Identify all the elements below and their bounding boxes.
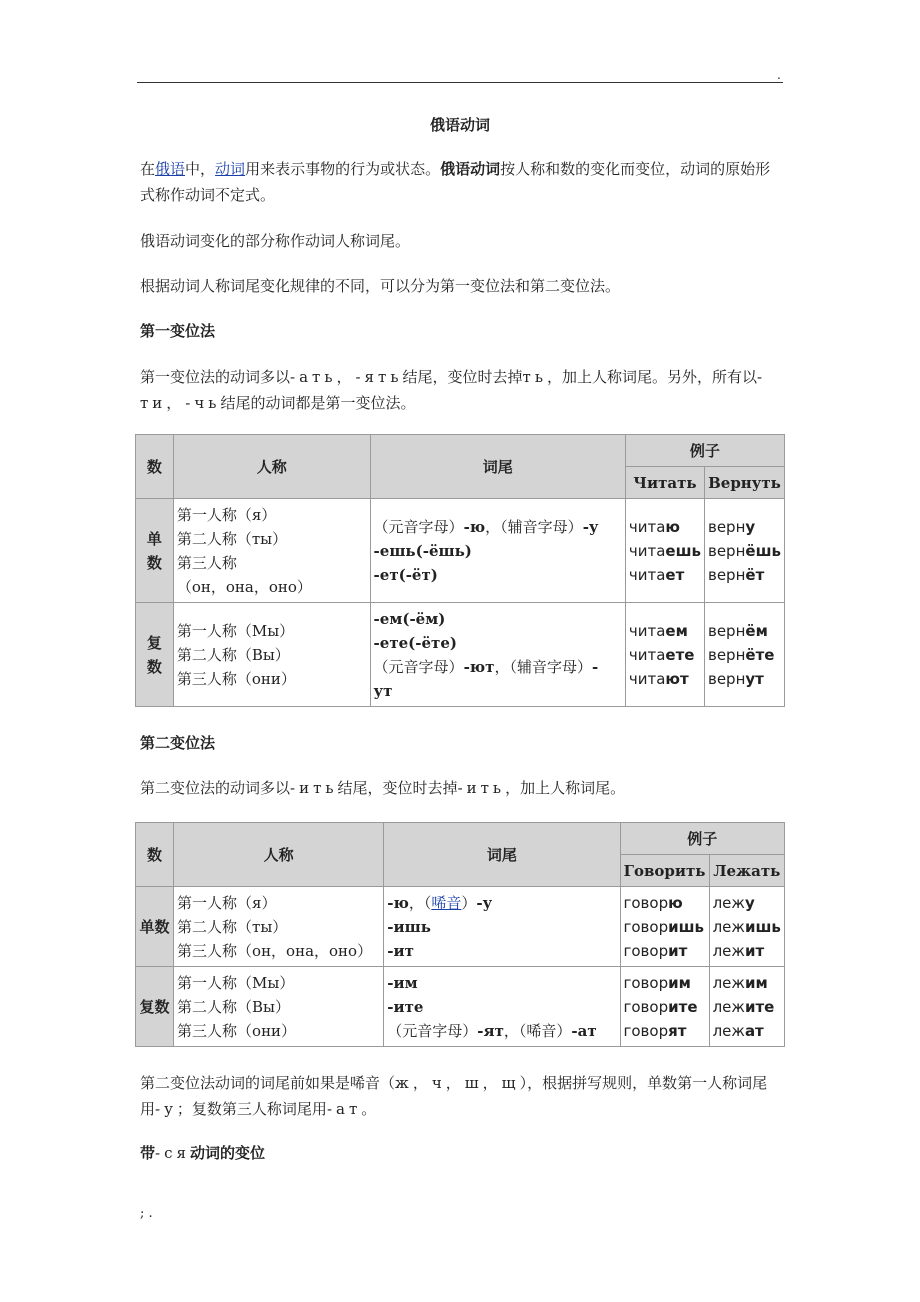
plural-example-2: вернём вернёте вернут	[704, 603, 784, 707]
plural-label: 复数	[136, 603, 174, 707]
plural-endings: -им -ите （元音字母）-ят，（唏音）-ат	[384, 967, 620, 1047]
header-number: 数	[136, 435, 174, 499]
section2-heading: 第二变位法	[140, 734, 216, 752]
singular-label: 单数	[136, 887, 174, 967]
plural-example-2: лежим лежите лежат	[709, 967, 784, 1047]
intro-paragraph-3: 根据动词人称词尾变化规律的不同，可以分为第一变位法和第二变位法。	[140, 277, 621, 295]
header-ending: 词尾	[370, 435, 625, 499]
header-examples: 例子	[625, 435, 784, 467]
plural-persons: 第一人称（Мы） 第二人称（Вы） 第三人称（они）	[173, 603, 370, 707]
link-russian[interactable]: 俄语	[155, 160, 186, 178]
section3-heading: 带-ся动词的变位	[140, 1144, 265, 1162]
section2-paragraph: 第二变位法的动词多以-ить结尾，变位时去掉-ить，加上人称词尾。	[140, 779, 626, 797]
header-example-1: Говорить	[620, 855, 709, 887]
singular-endings: -ю，（唏音）-у -ишь -ит	[384, 887, 620, 967]
conjugation-table-2	[135, 822, 785, 1047]
corner-mark: .	[777, 68, 781, 82]
header-number: 数	[136, 823, 174, 887]
header-person: 人称	[173, 435, 370, 499]
singular-example-1: читаю читаешь читает	[625, 499, 704, 603]
header-example-1: Читать	[625, 467, 704, 499]
plural-example-1: читаем читаете читают	[625, 603, 704, 707]
header-person: 人称	[174, 823, 384, 887]
header-examples: 例子	[620, 823, 785, 855]
singular-example-1: говорю говоришь говорит	[620, 887, 709, 967]
singular-example-2: лежу лежишь лежит	[709, 887, 784, 967]
singular-persons: 第一人称（я） 第二人称（ты） 第三人称（он，она，оно）	[174, 887, 384, 967]
singular-persons: 第一人称（я） 第二人称（ты） 第三人称 （он，она，оно）	[173, 499, 370, 603]
intro-paragraph-2: 俄语动词变化的部分称作动词人称词尾。	[140, 232, 411, 250]
conjugation-table-1	[135, 434, 785, 707]
link-verb[interactable]: 动词	[215, 160, 246, 178]
section2-note: 第二变位法动词的词尾前如果是唏音（ж，ч，ш，щ），根据拼写规则，单数第一人称词尾用-у；复数第三人称词尾用-ат。	[140, 1074, 768, 1118]
singular-label: 单数	[136, 499, 174, 603]
section1-paragraph: 第一变位法的动词多以-ать，-ять结尾，变位时去掉ть，加上人称词尾。另外，所有以-ти，-чь结尾的动词都是第一变位法。	[140, 368, 767, 412]
plural-endings: -ем(-ём) -ете(-ёте) （元音字母）-ют，（辅音字母）- ут	[370, 603, 625, 707]
singular-example-2: верну вернёшь вернёт	[704, 499, 784, 603]
header-rule	[137, 82, 783, 83]
header-example-2: Вернуть	[704, 467, 784, 499]
plural-example-1: говорим говорите говорят	[620, 967, 709, 1047]
singular-endings: （元音字母）-ю，（辅音字母）-у -ешь(-ёшь) -ет(-ёт)	[370, 499, 625, 603]
link-sibilant[interactable]: 唏音	[431, 893, 462, 912]
page-title: 俄语动词	[429, 116, 490, 134]
footer-mark: ; .	[140, 1206, 153, 1221]
plural-persons: 第一人称（Мы） 第二人称（Вы） 第三人称（они）	[174, 967, 384, 1047]
section1-heading: 第一变位法	[140, 322, 216, 340]
header-example-2: Лежать	[709, 855, 784, 887]
header-ending: 词尾	[384, 823, 620, 887]
plural-label: 复数	[136, 967, 174, 1047]
intro-paragraph-1: 在俄语中，动词用来表示事物的行为或状态。俄语动词按人称和数的变化而变位，动词的原始形式称作动词不定式。	[140, 160, 771, 204]
